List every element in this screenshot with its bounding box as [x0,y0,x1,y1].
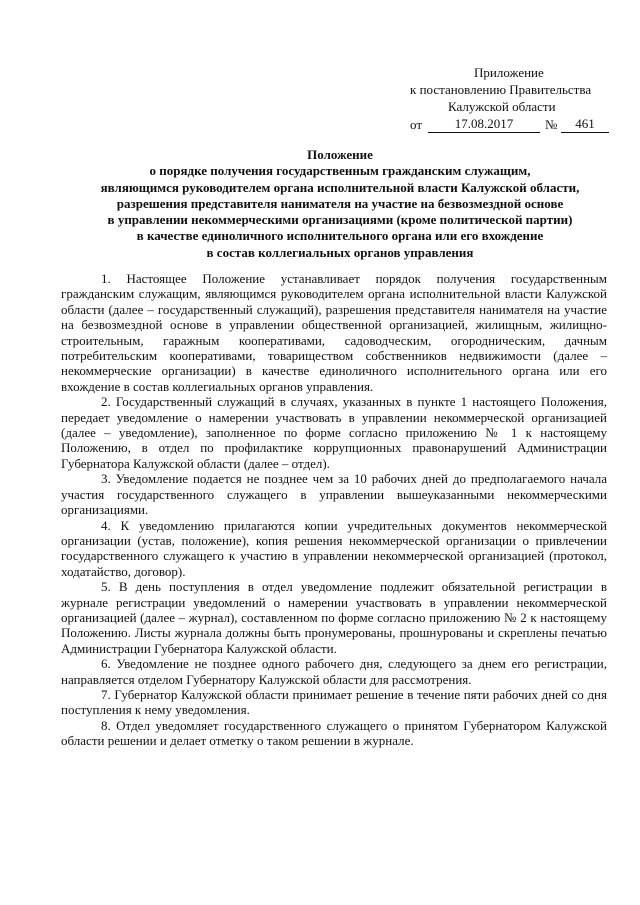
paragraph-2: 2. Государственный служащий в случаях, указанных в пункте 1 настоящего Положения, передает уведомление о намерении участвовать в управлении некоммерческой организацией (далее – уведомление), заполненное по форме согласно приложению № 1 к настоящему Положению, в отдел по профилактике коррупционных правонарушений Администрации Губернатора Калужской области (далее – отдел). [61,394,607,471]
title-line: в качестве единоличного исполнительного органа или его вхождение [136,228,544,244]
document-title [60,147,620,261]
date-number-line [400,116,620,136]
title-line: о порядке получения государственным гражданским служащим, [149,163,531,179]
from-label: от [410,117,423,132]
paragraph-8: 8. Отдел уведомляет государственного служащего о принятом Губернатором Калужской области решении и делает отметку о таком решении в журнале. [61,717,607,749]
paragraph-7: 7. Губернатор Калужской области принимает решение в течение пяти рабочих дней со дня поступления к нему уведомления. [61,686,607,718]
title-line: в состав коллегиальных органов управления [206,244,474,260]
title-line: в управлении некоммерческими организациями (кроме политической партии) [107,212,573,228]
number-sign: № [545,117,558,132]
paragraph-3: 3. Уведомление подается не позднее чем за 10 рабочих дней до предполагаемого начала участия государственного служащего в управлении вышеуказанными некоммерческими организациями. [61,471,607,518]
paragraph-5: 5. В день поступления в отдел уведомление подлежит обязательной регистрации в журнале регистрации уведомлений о намерении участвовать в управлении некоммерческой организацией (далее – журнал), составленном по форме согласно приложению № 2 к настоящему Положению. Листы журнала должны быть пронумерованы, прошнурованы и скреплены печатью Администрации Губернатора Калужской области. [61,579,607,656]
paragraph-6: 6. Уведомление не позднее одного рабочего дня, следующего за днем его регистрации, направляется отделом Губернатору Калужской области для рассмотрения. [61,656,607,687]
title-line: являющимся руководителем органа исполнительной власти Калужской области, [100,179,580,195]
appendix-header [400,64,620,136]
region-name: Калужской области [448,99,556,114]
document-body [61,271,607,749]
title-line: разрешения представителя нанимателя на участие на безвозмездной основе [116,195,564,211]
paragraph-4: 4. К уведомлению прилагаются копии учредительных документов некоммерческой организации (устав, положение), копия решения некоммерческой организации о привлечении государственного служащего к участию в управлении некоммерческой организацией (протокол, ходатайство, договор). [61,517,607,579]
paragraph-1: 1. Настоящее Положение устанавливает порядок получения государственным гражданским служащим, являющимся руководителем органа исполнительной власти Калужской области (далее – государственный служащий), разрешения представителя нанимателя на участие на безвозмездной основе в управлении общественной организацией, жилищным, жилищно-строительным, гаражным кооперативами, садоводческим, огородническим, дачным потребительским кооперативами, товариществом собственников недвижимости (далее – некоммерческие организации) в качестве единоличного исполнительного органа или его вхождение в состав коллегиальных органов управления. [61,271,607,394]
resolution-reference: к постановлению Правительства [410,82,592,97]
appendix-label: Приложение [474,65,544,80]
resolution-date: 17.08.2017 [428,115,540,133]
title-line: Положение [307,147,373,162]
resolution-number: 461 [561,115,609,133]
